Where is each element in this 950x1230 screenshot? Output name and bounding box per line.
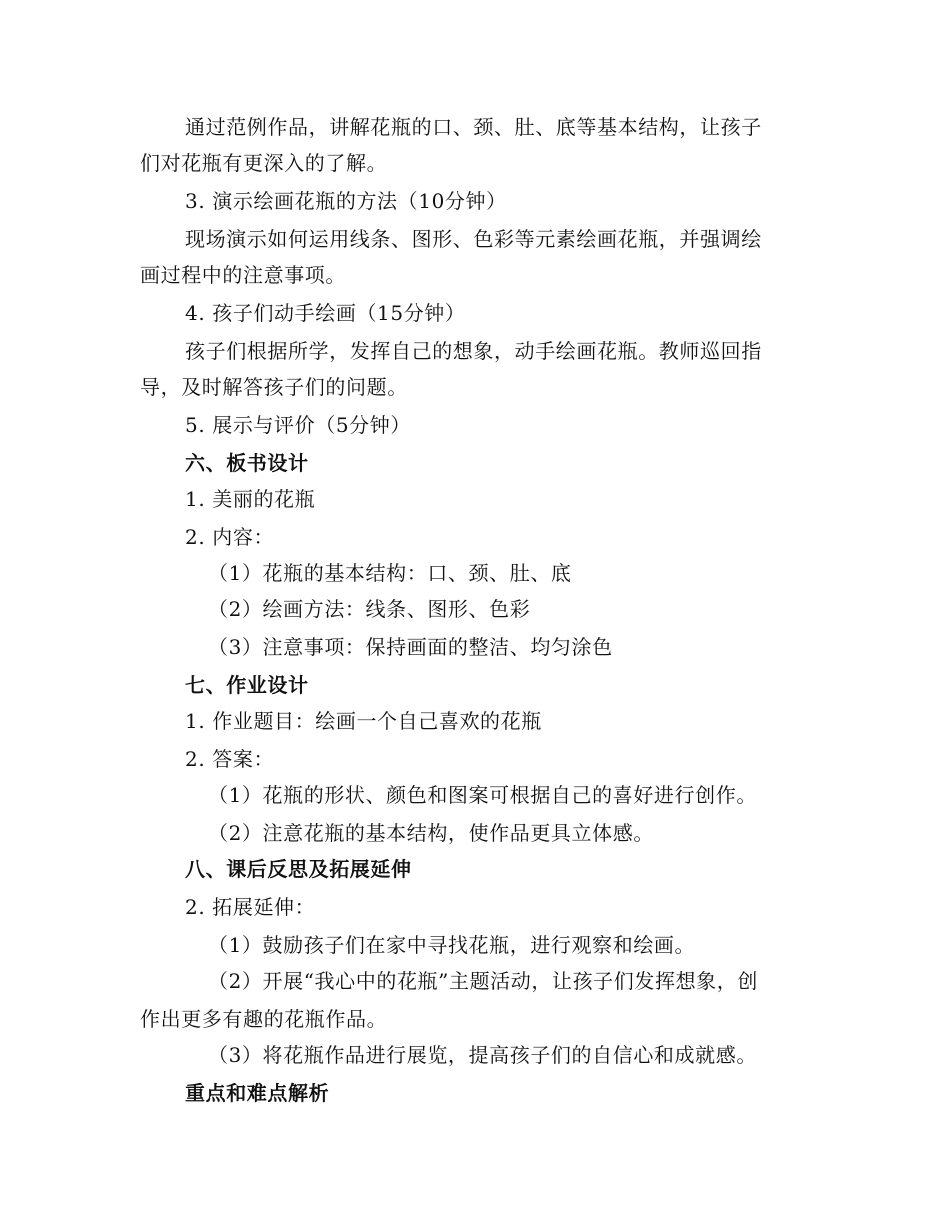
sub-list-item: （2）绘画方法：线条、图形、色彩 <box>208 597 531 621</box>
list-item: 4. 孩子们动手绘画（15分钟） <box>185 301 466 325</box>
section-heading: 八、课后反思及拓展延伸 <box>185 857 412 881</box>
paragraph-line: 通过范例作品，讲解花瓶的口、颈、肚、底等基本结构，让孩子 <box>185 115 762 139</box>
list-item: 1. 作业题目：绘画一个自己喜欢的花瓶 <box>185 709 542 733</box>
section-heading: 重点和难点解析 <box>185 1081 330 1105</box>
paragraph-line: 画过程中的注意事项。 <box>140 263 346 287</box>
sub-list-item: （2）注意花瓶的基本结构，使作品更具立体感。 <box>208 821 654 845</box>
sub-list-item: （3）将花瓶作品进行展览，提高孩子们的自信心和成就感。 <box>208 1043 757 1067</box>
list-item: 2. 拓展延伸： <box>185 895 316 919</box>
sub-list-item: （1）花瓶的形状、颜色和图案可根据自己的喜好进行创作。 <box>208 783 757 807</box>
list-item: 2. 答案： <box>185 747 275 771</box>
list-item: 2. 内容： <box>185 525 275 549</box>
paragraph-line: 作出更多有趣的花瓶作品。 <box>140 1007 388 1031</box>
paragraph-line: 导，及时解答孩子们的问题。 <box>140 375 408 399</box>
list-item: 5. 展示与评价（5分钟） <box>185 413 411 437</box>
section-heading: 六、板书设计 <box>185 451 309 475</box>
paragraph-line: 孩子们根据所学，发挥自己的想象，动手绘画花瓶。教师巡回指 <box>185 339 762 363</box>
sub-list-item: （3）注意事项：保持画面的整洁、均匀涂色 <box>208 635 613 659</box>
list-item: 3. 演示绘画花瓶的方法（10分钟） <box>185 189 507 213</box>
list-item: 1. 美丽的花瓶 <box>185 487 316 511</box>
section-heading: 七、作业设计 <box>185 673 309 697</box>
sub-list-item: （1）花瓶的基本结构：口、颈、肚、底 <box>208 561 572 585</box>
paragraph-line: 现场演示如何运用线条、图形、色彩等元素绘画花瓶，并强调绘 <box>185 227 762 251</box>
sub-list-item: （1）鼓励孩子们在家中寻找花瓶，进行观察和绘画。 <box>208 933 696 957</box>
paragraph-line: 们对花瓶有更深入的了解。 <box>140 151 388 175</box>
sub-list-item: （2）开展“我心中的花瓶”主题活动，让孩子们发挥想象，创 <box>208 969 758 993</box>
